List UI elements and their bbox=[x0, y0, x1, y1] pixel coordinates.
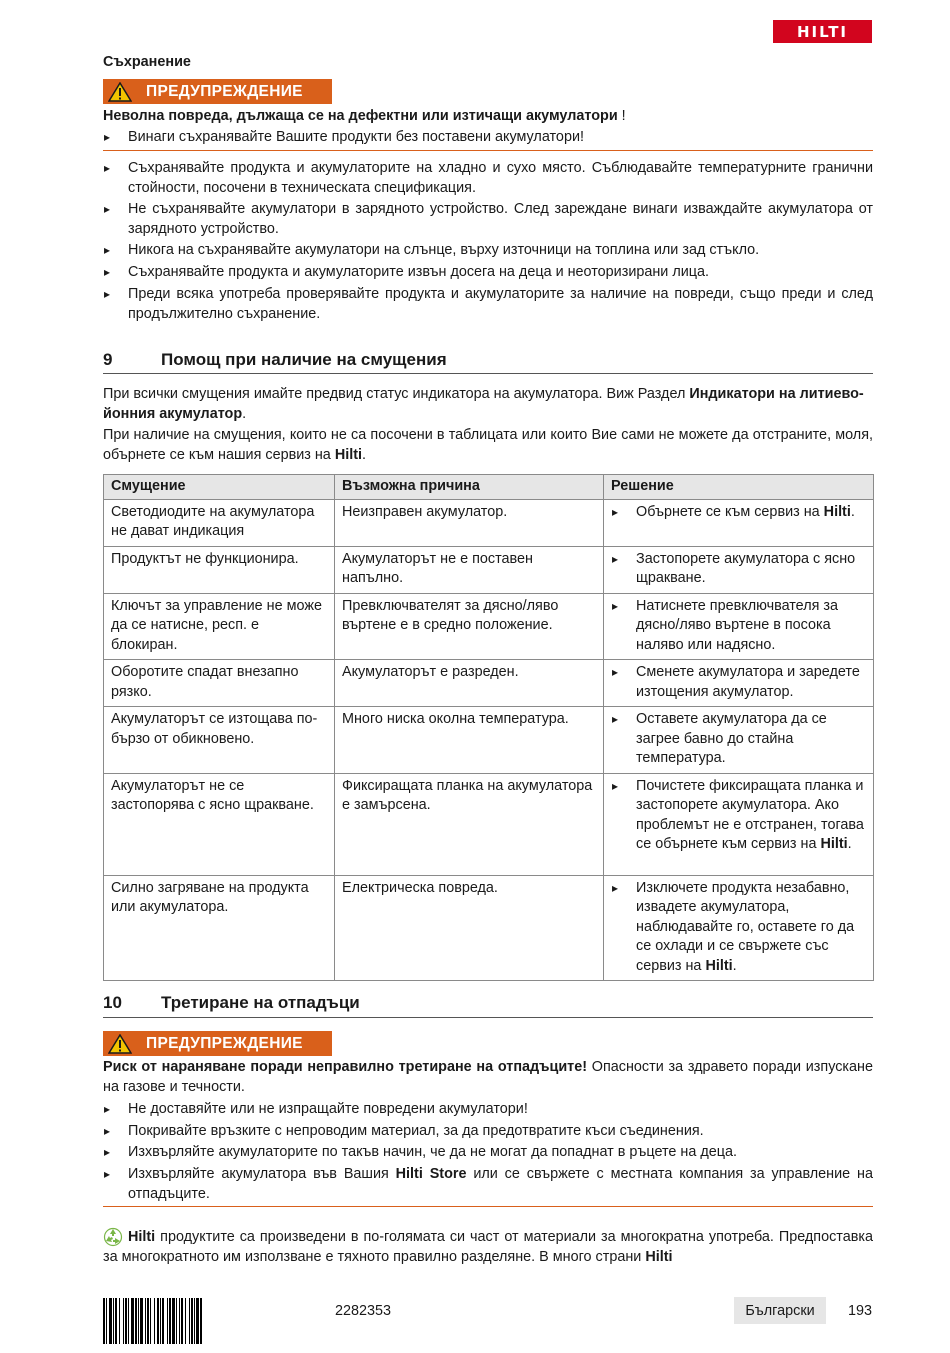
warning-bullet: ▸ Винаги съхранявайте Вашите продукти без поставени акумулатори! bbox=[103, 127, 873, 147]
recycling-paragraph: Hilti продуктите са произведени в по-голямата си част от материали за многократна употреба. Предпоставка за многократното им използване е тяхното правилно разделяне. В много страни Hilti bbox=[103, 1229, 873, 1265]
table-row bbox=[104, 546, 874, 593]
troubleshooting-table bbox=[103, 474, 874, 981]
solution-cell: ▸ Почистете фиксиращата планка и застопорете акумулатора. Ако проблемът не е отстранен, тогава се обърнете към сервиз на Hilti. bbox=[604, 773, 874, 875]
cause-cell: Много ниска околна температура. bbox=[335, 707, 604, 774]
list-item: ▸ Преди всяка употреба проверявайте продукта и акумулаторите за наличие на повреди, също преди и след продължително съхранение. bbox=[103, 284, 873, 324]
column-header: Възможна причина bbox=[335, 475, 604, 500]
cause-cell: Фиксиращата планка на акумулатора е замърсена. bbox=[335, 773, 604, 875]
paragraph: При наличие на смущения, които не са посочени в таблицата или които Вие сами не можете да отстраните, моля, обърнете се към нашия сервиз на Hilti. bbox=[103, 427, 873, 463]
list-item: ▸ Не съхранявайте акумулатори в зарядното устройство. След зареждане винаги изваждайте акумулатора от зарядното устройство. bbox=[103, 199, 873, 239]
solution-cell: ▸ Изключете продукта незабавно, извадете акумулатора, наблюдавайте го, оставете го да се охлади и се свържете със сервиз на Hilti. bbox=[604, 875, 874, 981]
cross-reference: Индикатори на литиево-йонния акумулатор bbox=[103, 386, 864, 422]
warning-label: ПРЕДУПРЕЖДЕНИЕ bbox=[146, 1034, 303, 1052]
cause-cell: Неизправен акумулатор. bbox=[335, 499, 604, 546]
hilti-logo: HILTI bbox=[773, 20, 872, 43]
list-item: ▸ Изхвърляйте акумулаторите по такъв начин, че да не могат да попаднат в ръцете на деца. bbox=[103, 1142, 873, 1162]
table-row bbox=[104, 707, 874, 774]
warning-text: Риск от нараняване поради неправилно третиране на отпадъците! Опасности за здравето поради изпускане на газове и течности. bbox=[103, 1059, 873, 1095]
section-title: Помощ при наличие на смущения bbox=[161, 350, 447, 369]
warning-icon bbox=[108, 82, 132, 102]
table-row bbox=[104, 875, 874, 981]
table-row bbox=[104, 593, 874, 660]
section-number: 9 bbox=[103, 350, 113, 369]
list-item: ▸ Съхранявайте продукта и акумулаторите на хладно и сухо място. Съблюдавайте температурните гранични стойности, посочени в техническата спецификация. bbox=[103, 158, 873, 198]
list-item: ▸ Никога на съхранявайте акумулатори на слънце, върху източници на топлина или зад стъкло. bbox=[103, 240, 873, 260]
fault-cell: Ключът за управление не може да се натисне, респ. е блокиран. bbox=[104, 593, 335, 660]
table-row bbox=[104, 660, 874, 707]
solution-cell: ▸ Обърнете се към сервиз на Hilti. bbox=[604, 499, 874, 546]
page-number: 193 bbox=[848, 1303, 873, 1319]
warning-divider bbox=[103, 1206, 873, 1207]
table-row bbox=[104, 499, 874, 546]
solution-cell: ▸ Застопорете акумулатора с ясно щракване. bbox=[604, 546, 874, 593]
fault-cell: Акумулаторът се изтощава по-бързо от обикновено. bbox=[104, 707, 335, 774]
warning-banner bbox=[103, 79, 332, 104]
fault-cell: Светодиодите на акумулатора не дават индикация bbox=[104, 499, 335, 546]
solution-cell: ▸ Сменете акумулатора и заредете изтощения акумулатор. bbox=[604, 660, 874, 707]
column-header: Смущение bbox=[104, 475, 335, 500]
list-item: ▸ Покривайте връзките с непроводим материал, за да предотвратите къси съединения. bbox=[103, 1121, 873, 1141]
solution-cell: ▸ Натиснете превключвателя за дясно/ляво въртене в посока наляво или надясно. bbox=[604, 593, 874, 660]
table-row bbox=[104, 773, 874, 875]
section-number: 10 bbox=[103, 993, 122, 1012]
fault-cell: Продуктът не функционира. bbox=[104, 546, 335, 593]
warning-text bbox=[103, 106, 873, 126]
cause-cell: Превключвателят за дясно/ляво въртене е в средно положение. bbox=[335, 593, 604, 660]
warning-tail: ! bbox=[617, 108, 626, 124]
section-title: Третиране на отпадъци bbox=[161, 993, 360, 1012]
language-badge: Български bbox=[734, 1297, 826, 1324]
list-item: ▸ Не доставяйте или не изпращайте повредени акумулатори! bbox=[103, 1099, 873, 1119]
fault-cell: Акумулаторът не се застопорява с ясно щракване. bbox=[104, 773, 335, 875]
warning-divider bbox=[103, 150, 873, 151]
table-header-row bbox=[104, 475, 874, 500]
warning-bold: Неволна повреда, дължаща се на дефектни или изтичащи акумулатори bbox=[103, 108, 618, 124]
fault-cell: Силно загряване на продукта или акумулатора. bbox=[104, 875, 335, 981]
warning-banner bbox=[103, 1031, 332, 1056]
storage-title: Съхранение bbox=[103, 54, 191, 70]
column-header: Решение bbox=[604, 475, 874, 500]
solution-cell: ▸ Оставете акумулатора да се загрее бавно до стайна температура. bbox=[604, 707, 874, 774]
warning-icon bbox=[108, 1034, 132, 1054]
list-item: ▸ Съхранявайте продукта и акумулаторите извън досега на деца и неоторизирани лица. bbox=[103, 262, 873, 282]
cause-cell: Електрическа повреда. bbox=[335, 875, 604, 981]
section-9-heading bbox=[103, 350, 447, 370]
section-10-heading bbox=[103, 993, 360, 1013]
heading-rule bbox=[103, 1017, 873, 1018]
barcode bbox=[103, 1298, 323, 1344]
warning-label: ПРЕДУПРЕЖДЕНИЕ bbox=[146, 82, 303, 100]
cause-cell: Акумулаторът не е поставен напълно. bbox=[335, 546, 604, 593]
paragraph: При всички смущения имайте предвид статус индикатора на акумулатора. Виж Раздел Индикатори на литиево-йонния акумулатор. bbox=[103, 386, 864, 422]
fault-cell: Оборотите спадат внезапно рязко. bbox=[104, 660, 335, 707]
heading-rule bbox=[103, 373, 873, 374]
cause-cell: Акумулаторът е разреден. bbox=[335, 660, 604, 707]
list-item: ▸ Изхвърляйте акумулатора във Вашия Hilti Store или се свържете с местната компания за управление на отпадъците. bbox=[103, 1164, 873, 1204]
document-number: 2282353 bbox=[335, 1303, 392, 1319]
